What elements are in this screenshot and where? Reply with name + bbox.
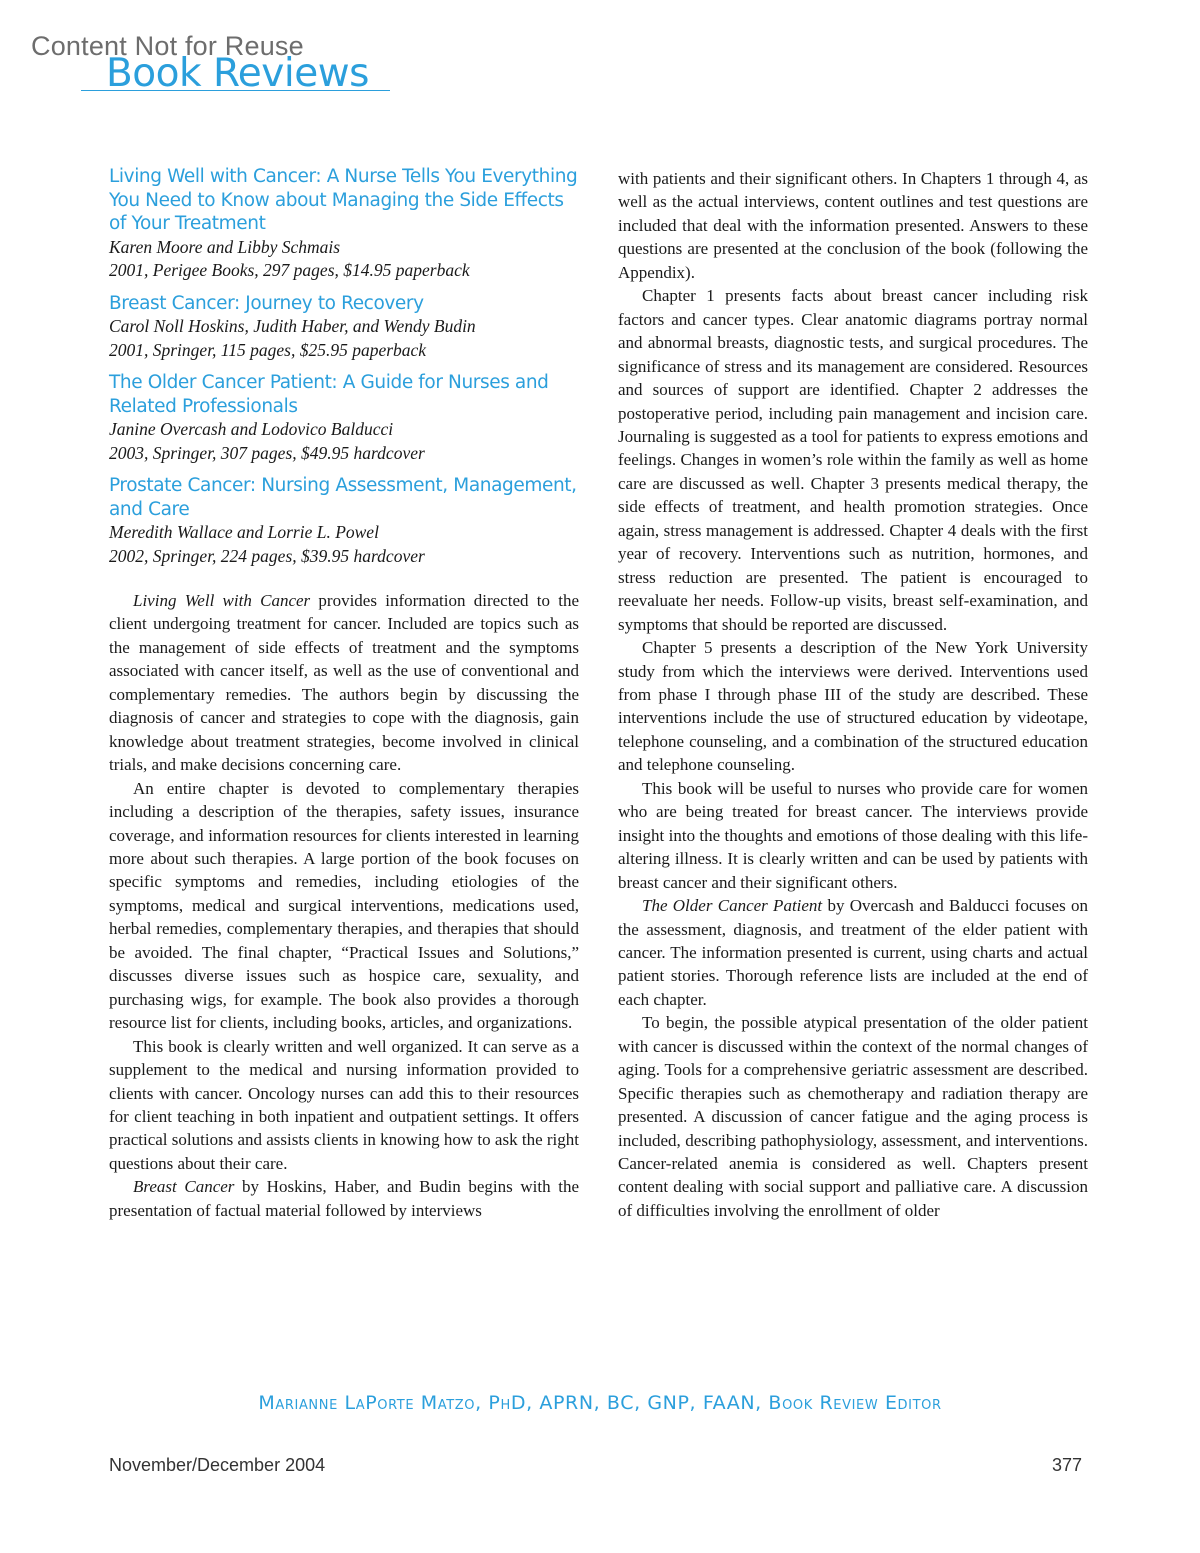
right-column — [618, 167, 1088, 1222]
paragraph-text: provides information directed to the client undergoing treatment for cancer. Included are topics such as the management of side effects of treatment and the symptoms associated with cancer itself, as well as the use of conventional and complementary remedies. The authors begin by discussing the diagnosis of cancer and strategies to cope with the diagnosis, gain knowledge about treatment strategies, become involved in clinical trials, and make decisions concerning care. — [109, 591, 579, 775]
review-paragraph: This book is clearly written and well organized. It can serve as a supplement to the medical and nursing information provided to clients with cancer. Oncology nurses can add this to their resources for client teaching in both inpatient and outpatient settings. It offers practical solutions and assists clients in knowing how to ask the right questions about their care. — [109, 1036, 579, 1173]
paragraph-text: by Hoskins, Haber, and Budin begins with the presentation of factual material followed by interviews — [109, 1177, 579, 1220]
review-paragraph: This book will be useful to nurses who provide care for women who are being treated for breast cancer. The interviews provide insight into the thoughts and emotions of those dealing with this life-altering illness. It is clearly written and can be used by patients with breast cancer and their significant others. — [618, 778, 1088, 892]
paragraph-text: by Overcash and Balducci focuses on the assessment, diagnosis, and treatment of the elder patient with cancer. The information presented is current, using charts and actual patient stories. Thorough reference lists are included at the end of each chapter. — [618, 896, 1088, 1009]
review-paragraph: with patients and their significant others. In Chapters 1 through 4, as well as the actual interviews, content outlines and test questions are included that deal with the information presented. Answers to these questions are presented at the conclusion of the book (following the Appendix). — [618, 169, 1088, 282]
left-column — [109, 165, 579, 1222]
book-title: Prostate Cancer: Nursing Assessment, Management, and Care — [109, 475, 577, 520]
book-title-inline: Breast Cancer — [133, 1177, 235, 1197]
book-title: Breast Cancer: Journey to Recovery — [109, 292, 424, 314]
book-entry — [109, 165, 579, 283]
book-entry — [109, 474, 579, 568]
review-paragraph — [109, 589, 579, 777]
review-paragraph: An entire chapter is devoted to complementary therapies including a description of the therapies, safety issues, insurance coverage, and information resources for clients interested in learning more about such therapies. A large portion of the book focuses on specific symptoms and remedies, including etiologies of the symptoms, medical and surgical interventions, medications used, herbal remedies, complementary therapies, and therapies that should be avoided. The final chapter, “Practical Issues and Solutions,” discusses diverse issues such as hospice care, sexuality, and purchasing wigs, for example. The book also provides a thorough resource list for clients, including books, articles, and organizations. — [109, 778, 579, 1033]
book-details: 2001, Perigee Books, 297 pages, $14.95 paperback — [109, 260, 470, 280]
book-list — [109, 165, 579, 568]
book-title: Living Well with Cancer: A Nurse Tells You Everything You Need to Know about Managing the Side Effects of Your Treatment — [109, 166, 578, 234]
review-paragraph: To begin, the possible atypical presentation of the older patient with cancer is discussed within the context of the normal changes of aging. Tools for a comprehensive geriatric assessment are described. Specific therapies such as chemotherapy and radiation therapy are presented. A discussion of cancer fatigue and the aging process is included, describing pathophysiology, assessment, and interventions. Cancer-related anemia is considered as well. Chapters present content dealing with social support and palliative care. A discussion of difficulties involving the enrollment of older — [618, 1013, 1088, 1220]
book-authors: Carol Noll Hoskins, Judith Haber, and Wendy Budin — [109, 316, 476, 336]
book-authors: Karen Moore and Libby Schmais — [109, 236, 341, 257]
review-paragraph: Chapter 1 presents facts about breast cancer including risk factors and cancer types. Clear anatomic diagrams portray normal and abnormal breasts, diagnostic tests, and surgical procedures. The significance of stress and its management are considered. Resources and sources of support are identified. Chapter 2 addresses the postoperative period, including pain management and incision care. Journaling is suggested as a tool for patients to express emotions and feelings. Changes in women’s role within the family as well as home care are discussed as well. Chapter 3 presents medical therapy, the side effects of treatment, and health promotion strategies. Once again, stress management is addressed. Chapter 4 deals with the first year of recovery. Interventions such as nutrition, hormones, and stress reduction are presented. The patient is encouraged to reevaluate her needs. Follow-up visits, breast self-examination, and symptoms that should be reported are discussed. — [618, 286, 1088, 634]
book-authors: Janine Overcash and Lodovico Balducci — [109, 419, 394, 439]
watermark-text: Content Not for Reuse — [31, 31, 304, 61]
review-paragraph — [618, 894, 1088, 1011]
book-title: The Older Cancer Patient: A Guide for Nurses and Related Professionals — [109, 372, 549, 417]
book-title-inline: Living Well with Cancer — [133, 591, 311, 610]
book-details: 2002, Springer, 224 pages, $39.95 hardcover — [109, 545, 425, 566]
book-entry — [109, 292, 579, 363]
book-details: 2001, Springer, 115 pages, $25.95 paperback — [109, 339, 427, 360]
book-details: 2003, Springer, 307 pages, $49.95 hardcover — [109, 442, 425, 463]
footer-page-number: 377 — [1051, 1455, 1082, 1475]
book-authors: Meredith Wallace and Lorrie L. Powel — [109, 522, 379, 542]
review-paragraph: Chapter 5 presents a description of the New York University study from which the interviews were derived. Interventions used from phase I through phase III of the study are described. These interventions include the use of structured education by videotape, telephone counseling, and a combination of the structured education and telephone counseling. — [618, 638, 1088, 775]
footer-issue-date: November/December 2004 — [109, 1455, 326, 1475]
book-entry — [109, 371, 579, 465]
section-title: Book Reviews — [106, 51, 369, 96]
review-paragraph — [109, 1175, 579, 1222]
book-title-inline: The Older Cancer Patient — [642, 896, 823, 916]
editor-byline: Marianne LaPorte Matzo, PhD, APRN, BC, GNP, FAAN, Book Review Editor — [258, 1392, 942, 1414]
title-underline — [81, 90, 390, 91]
